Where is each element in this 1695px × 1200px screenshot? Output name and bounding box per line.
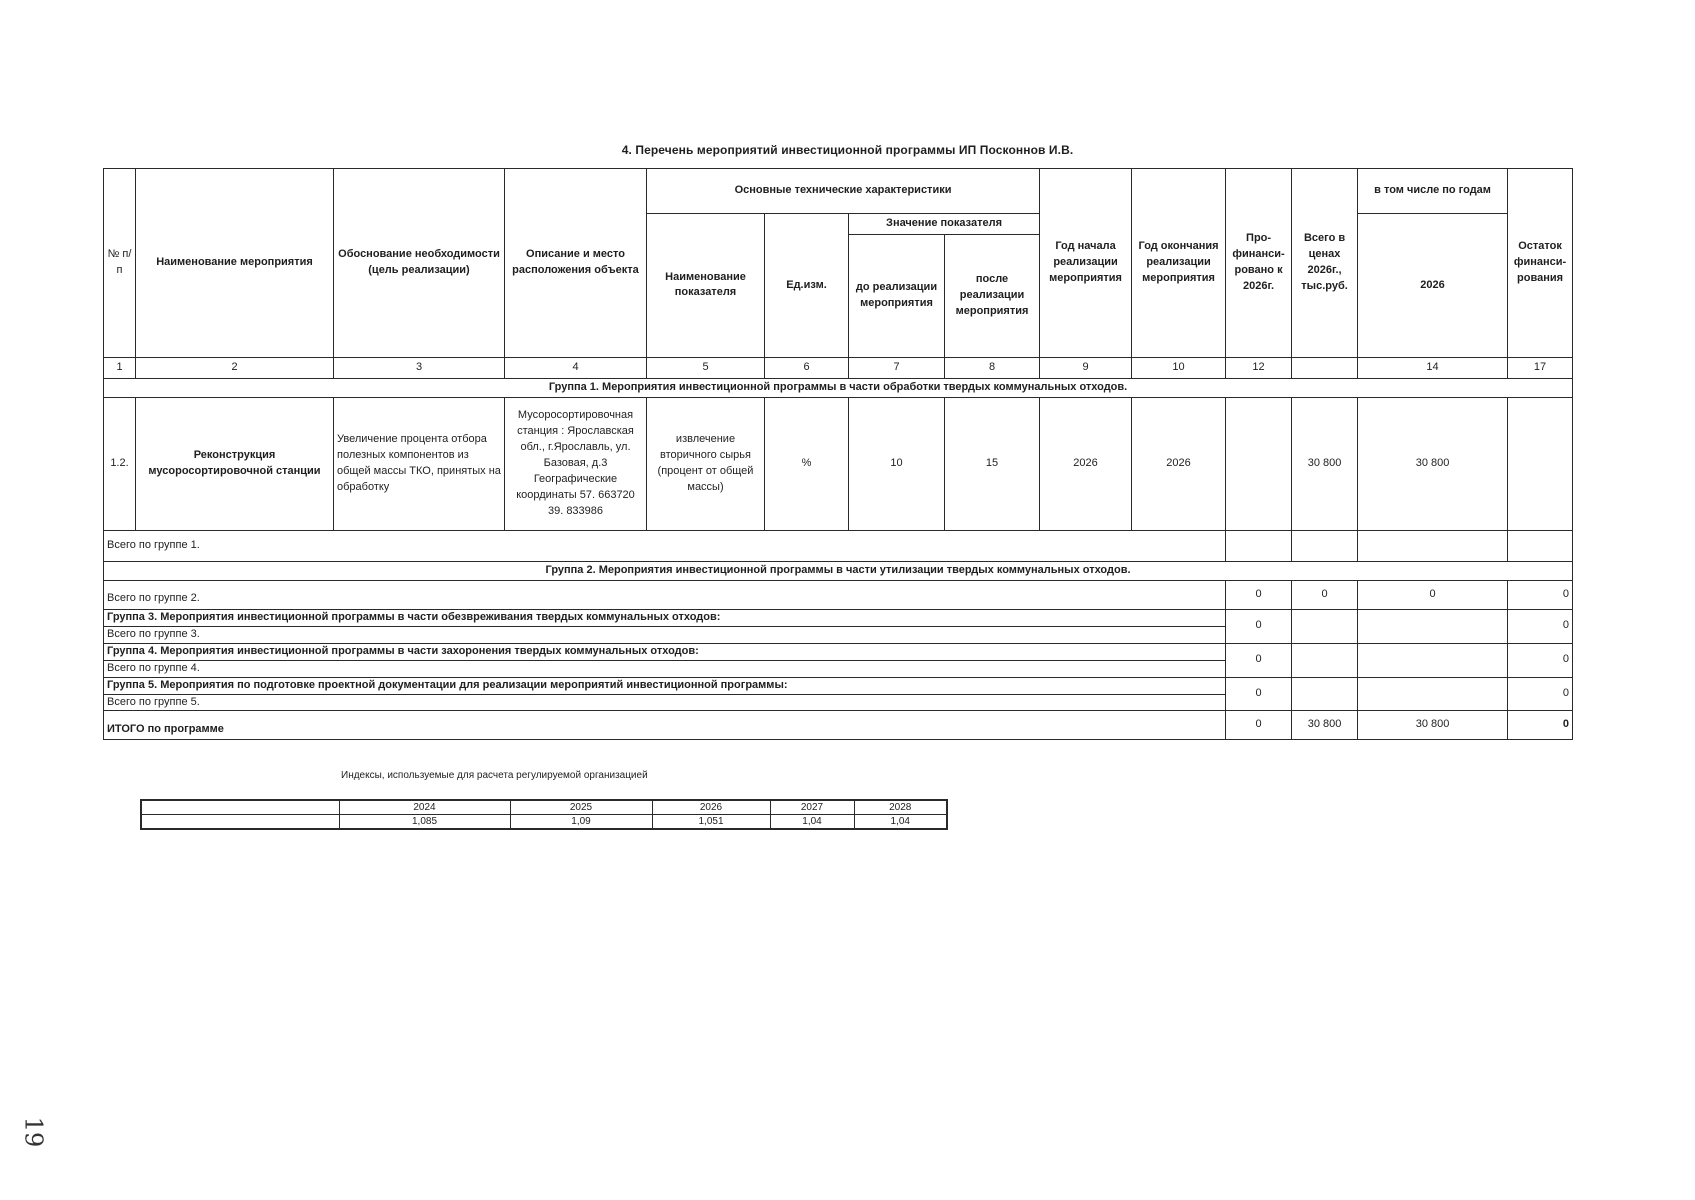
group2-row (104, 561, 1573, 580)
itogo-remainder: 0 (1508, 711, 1573, 740)
itogo-label: ИТОГО по программе (104, 711, 1226, 740)
group2-total-label: Всего по группе 2. (104, 580, 1226, 609)
header-total-prices: Всего в ценах 2026г., тыс.руб. (1292, 169, 1358, 358)
index-year: 2027 (770, 800, 854, 815)
header-row-1 (104, 169, 1573, 214)
group4-row (104, 643, 1573, 660)
col-number: 7 (849, 357, 945, 378)
index-value: 1,04 (854, 815, 947, 830)
header-num: № п/п (104, 169, 136, 358)
group2-total-2026: 0 (1358, 580, 1508, 609)
col-number: 2 (136, 357, 334, 378)
index-year: 2028 (854, 800, 947, 815)
group2-total-remainder: 0 (1508, 580, 1573, 609)
document-title: 4. Перечень мероприятий инвестиционной программы ИП Посконнов И.В. (621, 143, 1074, 157)
group3-total-financed: 0 (1226, 609, 1292, 643)
group4-total-2026 (1358, 643, 1508, 677)
itogo-financed: 0 (1226, 711, 1292, 740)
item-total: 30 800 (1292, 397, 1358, 530)
group3-total-sum (1292, 609, 1358, 643)
item-start-year: 2026 (1040, 397, 1132, 530)
col-number: 9 (1040, 357, 1132, 378)
group3-total-2026 (1358, 609, 1508, 643)
group2-total-financed: 0 (1226, 580, 1292, 609)
group1-title: Группа 1. Мероприятия инвестиционной программы в части обработки твердых коммунальных отходов. (104, 378, 1573, 397)
group3-row (104, 609, 1573, 626)
header-indicator-name: Наименование показателя (647, 214, 765, 358)
header-value: Значение показателя (849, 214, 1040, 235)
group3-total-label: Всего по группе 3. (104, 626, 1226, 643)
group3-title: Группа 3. Мероприятия инвестиционной программы в части обезвреживания твердых коммунальных отходов: (104, 609, 1226, 626)
group2-title: Группа 2. Мероприятия инвестиционной программы в части утилизации твердых коммунальных отходов. (104, 561, 1573, 580)
group2-total-row (104, 580, 1573, 609)
col-number: 4 (505, 357, 647, 378)
header-after: после реализации мероприятия (945, 234, 1040, 357)
col-number: 14 (1358, 357, 1508, 378)
item-remainder (1508, 397, 1573, 530)
col-number: 12 (1226, 357, 1292, 378)
col-number: 5 (647, 357, 765, 378)
group5-total-label: Всего по группе 5. (104, 694, 1226, 711)
itogo-row (104, 711, 1573, 740)
group5-total-sum (1292, 677, 1358, 711)
col-number (1292, 357, 1358, 378)
item-before: 10 (849, 397, 945, 530)
group4-total-sum (1292, 643, 1358, 677)
header-location: Описание и место расположения объекта (505, 169, 647, 358)
indices-values-row (141, 815, 947, 830)
group1-total-label: Всего по группе 1. (104, 530, 1226, 561)
group5-row (104, 677, 1573, 694)
indices-years-row (141, 800, 947, 815)
itogo-2026: 30 800 (1358, 711, 1508, 740)
header-name: Наименование мероприятия (136, 169, 334, 358)
header-financed: Про-финанси-ровано к 2026г. (1226, 169, 1292, 358)
group1-total-2026 (1358, 530, 1508, 561)
itogo-total: 30 800 (1292, 711, 1358, 740)
group4-total-label: Всего по группе 4. (104, 660, 1226, 677)
index-value: 1,09 (510, 815, 652, 830)
group1-total-remainder (1508, 530, 1573, 561)
group5-title: Группа 5. Мероприятия по подготовке проектной документации для реализации мероприятий инвестиционной программы: (104, 677, 1226, 694)
group5-total-2026 (1358, 677, 1508, 711)
group4-total-remainder: 0 (1508, 643, 1573, 677)
index-year: 2025 (510, 800, 652, 815)
indices-table (140, 799, 948, 830)
index-value: 1,04 (770, 815, 854, 830)
column-numbers-row (104, 357, 1573, 378)
col-number: 3 (334, 357, 505, 378)
item-name: Реконструкция мусоросортировочной станции (136, 397, 334, 530)
item-indicator: извлечение вторичного сырья (процент от общей массы) (647, 397, 765, 530)
header-by-years: в том числе по годам (1358, 169, 1508, 214)
col-number: 1 (104, 357, 136, 378)
indices-empty-cell (141, 800, 339, 815)
group1-total-sum (1292, 530, 1358, 561)
group1-total-financed (1226, 530, 1292, 561)
group1-row (104, 378, 1573, 397)
col-number: 17 (1508, 357, 1573, 378)
header-reason: Обоснование необходимости (цель реализации) (334, 169, 505, 358)
indices-empty-cell (141, 815, 339, 830)
indices-caption: Индексы, используемые для расчета регулируемой организацией (341, 770, 648, 781)
index-year: 2026 (652, 800, 770, 815)
col-number: 6 (765, 357, 849, 378)
header-tech: Основные технические характеристики (647, 169, 1040, 214)
group5-total-financed: 0 (1226, 677, 1292, 711)
group3-total-remainder: 0 (1508, 609, 1573, 643)
measures-table (103, 168, 1573, 740)
header-start-year: Год начала реализации мероприятия (1040, 169, 1132, 358)
item-location: Мусоросортировочная станция : Ярославская обл., г.Ярославль, ул. Базовая, д.3 Географические координаты 57. 663720 39. 833986 (505, 397, 647, 530)
item-financed (1226, 397, 1292, 530)
item-reason: Увеличение процента отбора полезных компонентов из общей массы ТКО, принятых на обработку (334, 397, 505, 530)
header-before: до реализации мероприятия (849, 234, 945, 357)
group1-total-row (104, 530, 1573, 561)
item-y2026: 30 800 (1358, 397, 1508, 530)
item-after: 15 (945, 397, 1040, 530)
col-number: 8 (945, 357, 1040, 378)
col-number: 10 (1132, 357, 1226, 378)
item-unit: % (765, 397, 849, 530)
group5-total-remainder: 0 (1508, 677, 1573, 711)
header-year-2026: 2026 (1358, 214, 1508, 358)
handwritten-page-number: 19 (19, 1116, 48, 1148)
header-remainder: Остаток финанси-рования (1508, 169, 1573, 358)
index-value: 1,051 (652, 815, 770, 830)
index-year: 2024 (339, 800, 510, 815)
group4-title: Группа 4. Мероприятия инвестиционной программы в части захоронения твердых коммунальных отходов: (104, 643, 1226, 660)
group2-total-sum: 0 (1292, 580, 1358, 609)
item-end-year: 2026 (1132, 397, 1226, 530)
group4-total-financed: 0 (1226, 643, 1292, 677)
header-end-year: Год окончания реализации мероприятия (1132, 169, 1226, 358)
header-unit: Ед.изм. (765, 214, 849, 358)
index-value: 1,085 (339, 815, 510, 830)
item-row (104, 397, 1573, 530)
item-num: 1.2. (104, 397, 136, 530)
